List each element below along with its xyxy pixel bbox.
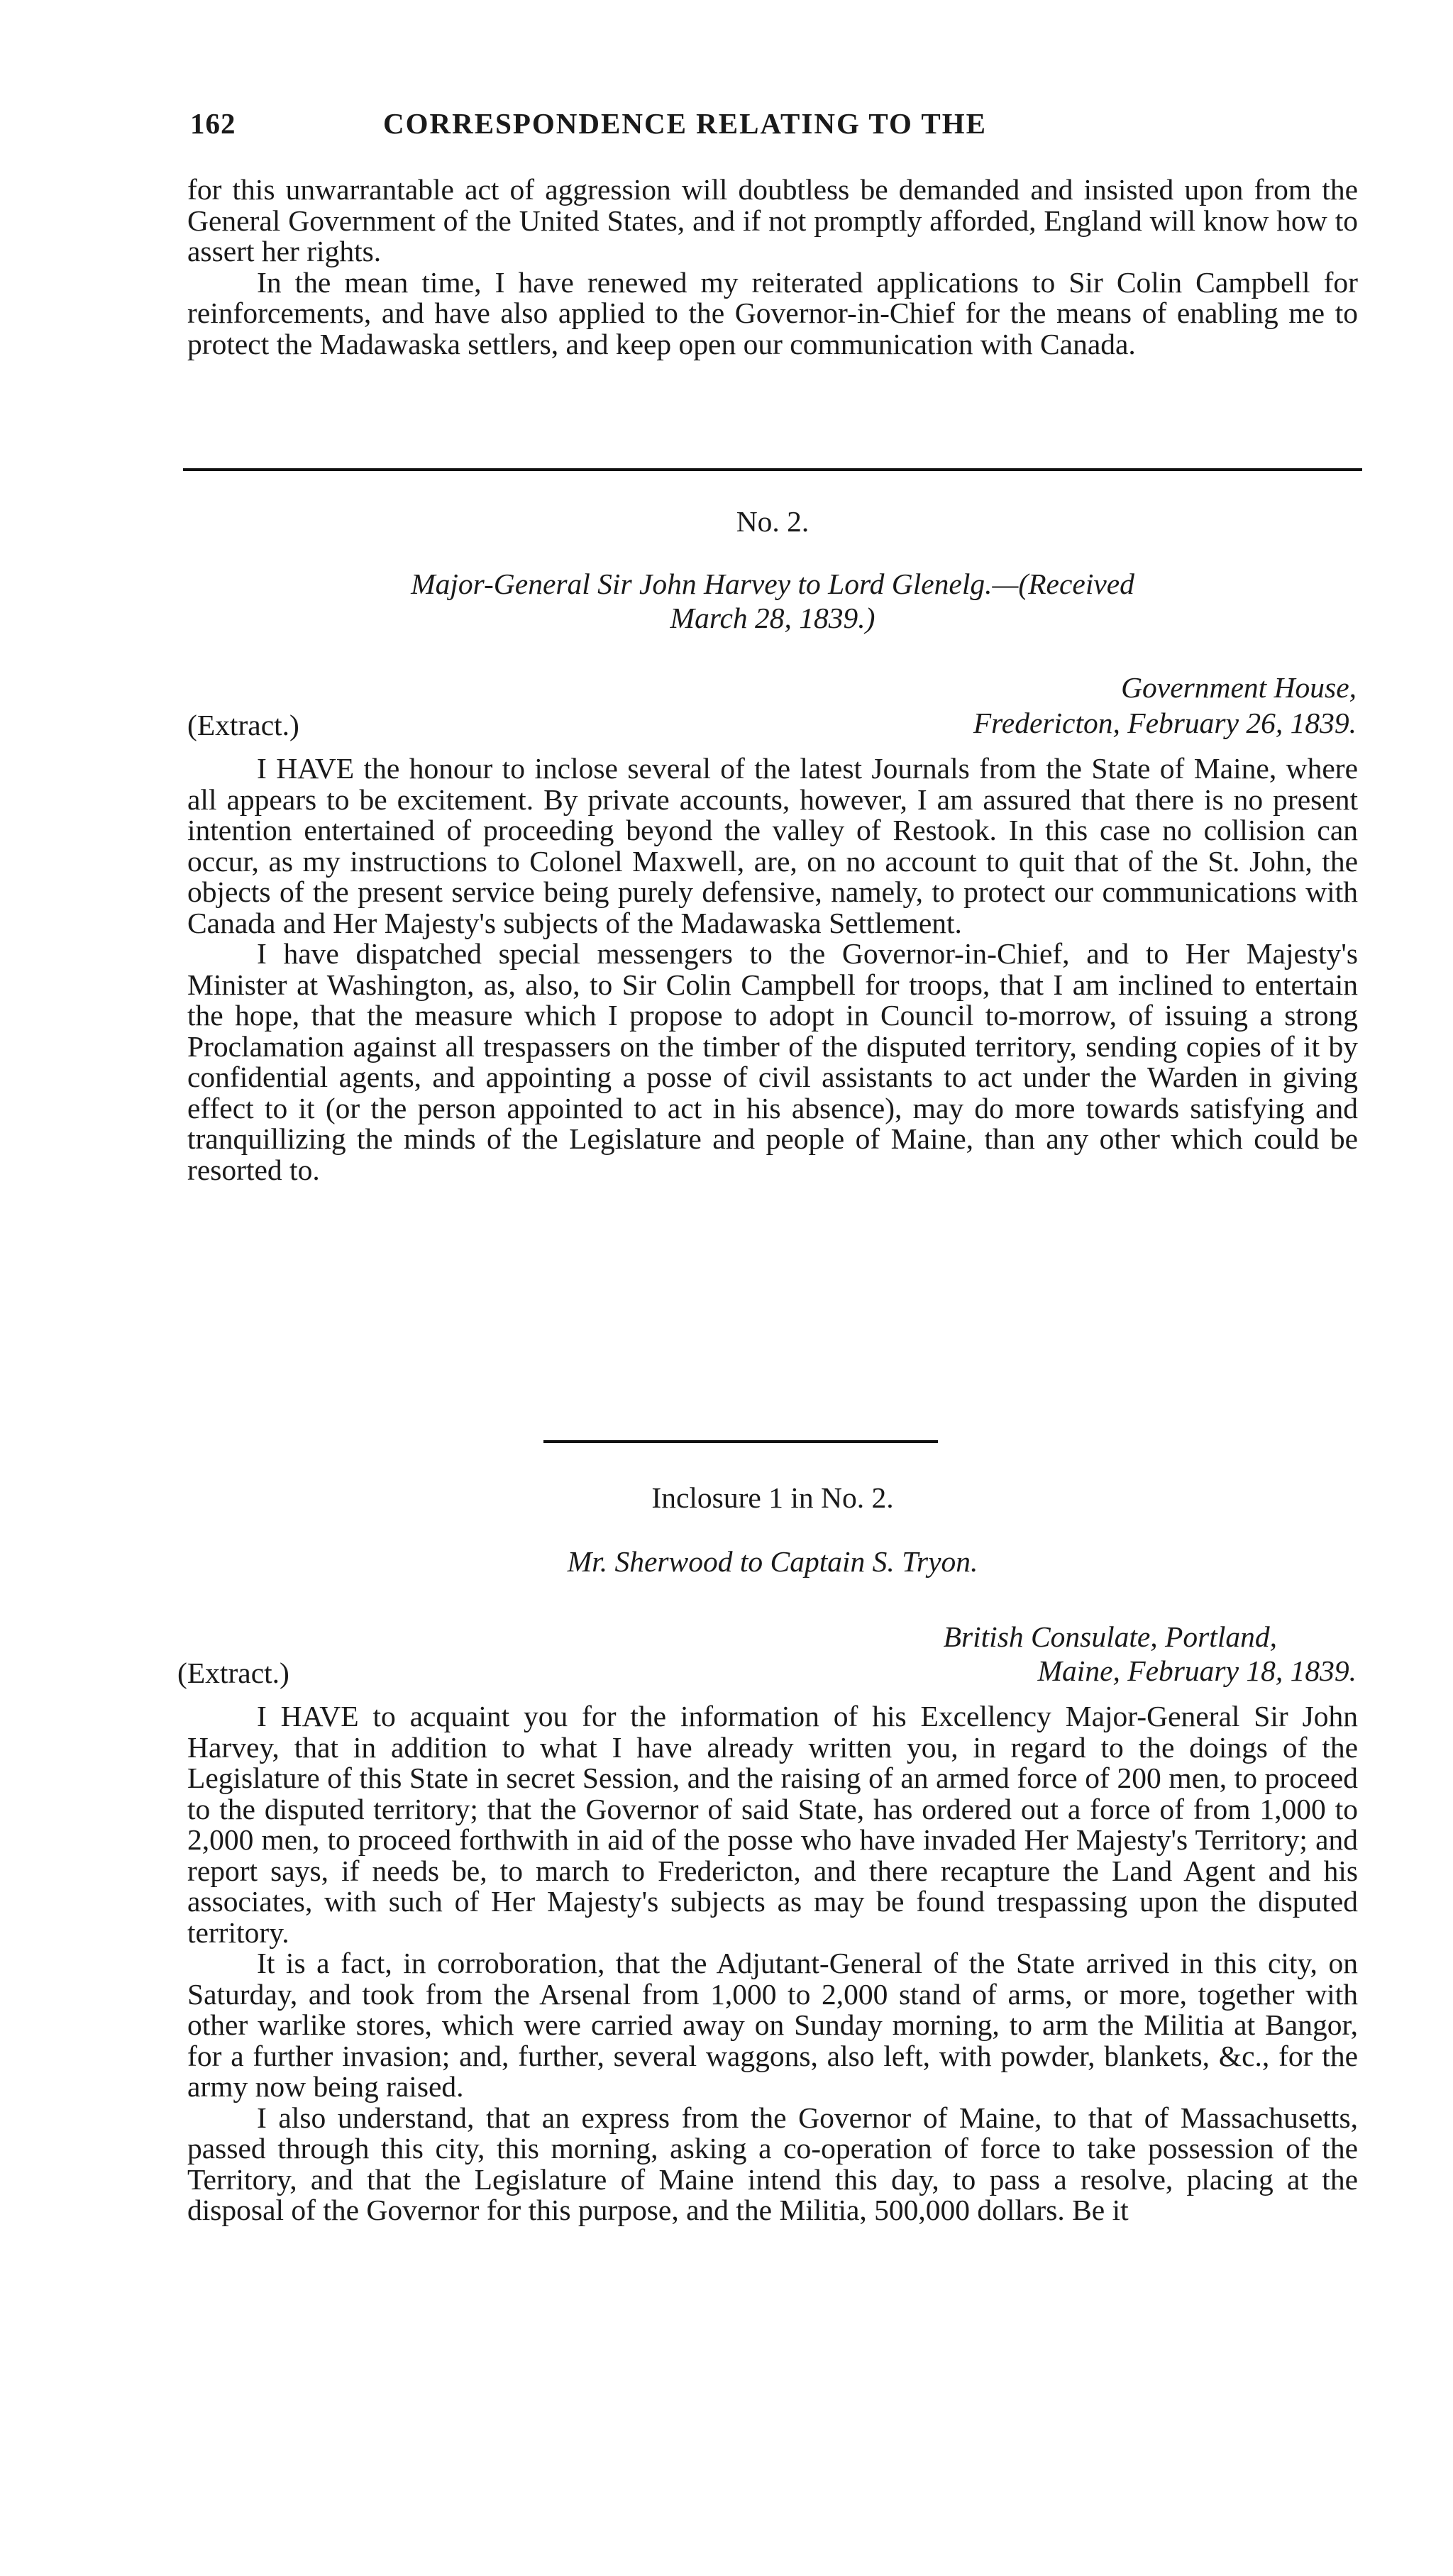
paragraph: I also understand, that an express from the Governor of Maine, to that of Massachusetts, passed through this city, this morning, asking a co-operation of force to take possession of the Territory, and that the Legislature of Maine intend this day, to pass a resolve, placing at the disposal of the Governor for this purpose, and the Militia, 500,000 dollars. Be it [187,2101,1358,2226]
place-line1: Government House, [1121,671,1357,704]
page-number: 162 [190,107,236,140]
paragraph: In the mean time, I have renewed my reiterated applications to Sir Colin Campbell for reinforcements, and have also applied to the Governor-in-Chief for the means of enabling me to protect the Madawaska settlers, and keep open our communication with Canada. [187,265,1358,360]
inclosure-place-line1: British Consulate, Portland, [943,1620,1277,1653]
running-title: CORRESPONDENCE RELATING TO THE [383,107,987,140]
page-header [190,106,1354,149]
short-divider [543,1440,938,1443]
inclosure-place-line2: Maine, February 18, 1839. [1037,1654,1357,1687]
top-text-block [187,175,1358,360]
inclosure-title: Mr. Sherwood to Captain S. Tryon. [567,1545,978,1578]
inclosure-body [187,1701,1358,2226]
paragraph: for this unwarrantable act of aggression will doubtless be demanded and insisted upon from the General Government of the United States, and if not promptly afforded, England will know how to assert her rights. [187,173,1358,267]
inclosure-heading: Inclosure 1 in No. 2. [651,1481,894,1514]
paragraph: I have dispatched special messengers to the Governor-in-Chief, and to Her Majesty's Minister at Washington, as, also, to Sir Colin Campbell for troops, that I am inclined to entertain the hope, that the measure which I propose to adopt in Council to-morrow, of issuing a strong Proclamation against all trespassers on the timber of the disputed territory, sending copies of it by confidential agents, and appointing a posse of civil assistants to act under the Warden in giving effect to it (or the person appointed to act in his absence), may do more towards satisfying and tranquillizing the minds of the Legislature and people of Maine, than any other which could be resorted to. [187,937,1358,1186]
extract-label: (Extract.) [187,709,299,741]
section-divider [183,468,1362,471]
section-heading-no2: No. 2. [736,505,810,538]
paragraph: I HAVE the honour to inclose several of the latest Journals from the State of Maine, where all appears to be excitement. By private accounts, however, I am assured that there is no present intention entertained of proceeding beyond the valley of Restook. In this case no collision can occur, as my instructions to Colonel Maxwell, are, on no account to quit that of the St. John, the objects of the present service being purely defensive, namely, to protect our communications with Canada and Her Majesty's subjects of the Madawaska Settlement. [187,752,1358,939]
letter-title-line2: March 28, 1839.) [670,602,875,634]
no2-body [187,753,1358,1185]
inclosure-extract-label: (Extract.) [177,1657,289,1689]
place-line2: Fredericton, February 26, 1839. [973,707,1357,739]
paragraph: I HAVE to acquaint you for the information of his Excellency Major-General Sir John Harvey, that in addition to what I have already written you, in regard to the doings of the Legislature of this State in secret Session, and the raising of an armed force of 200 men, to proceed to the disputed territory; that the Governor of said State, has ordered out a force of from 1,000 to 2,000 men, to proceed forthwith in aid of the posse who have invaded Her Majesty's Territory; and report says, if needs be, to march to Fredericton, and there recapture the Land Agent and his associates, with such of Her Majesty's subjects as may be found trespassing upon the disputed territory. [187,1700,1358,1949]
letter-title-line1: Major-General Sir John Harvey to Lord Glenelg.—(Received [411,568,1134,600]
paragraph: It is a fact, in corroboration, that the Adjutant-General of the State arrived in this city, on Saturday, and took from the Arsenal from 1,000 to 2,000 stand of arms, or more, together with other warlike stores, which were carried away on Sunday morning, to arm the Militia at Bangor, for a further invasion; and, further, several waggons, also left, with powder, blankets, &c., for the army now being raised. [187,1947,1358,2103]
